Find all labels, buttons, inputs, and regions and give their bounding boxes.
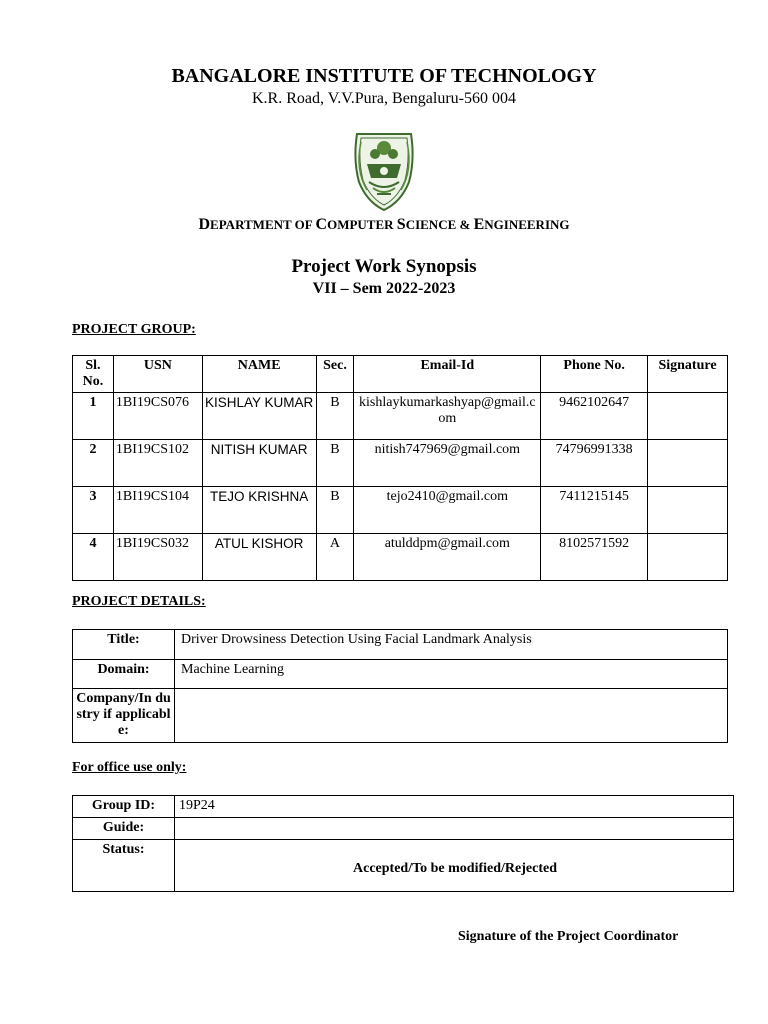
name-cell: TEJO KRISHNA [202,487,316,534]
sl-cell: 3 [73,487,114,534]
table-row [73,440,728,487]
table-row [73,796,734,818]
title-label: Title: [73,630,175,660]
email-cell: nitish747969@gmail.com [354,440,541,487]
project-details-table [72,629,728,743]
table-row [73,660,728,689]
column-header-phone: Phone No. [541,356,648,393]
semester-label: VII – Sem 2022-2023 [312,280,456,297]
signature-cell [648,440,728,487]
phone-cell: 7411215145 [541,487,648,534]
phone-cell: 9462102647 [541,393,648,440]
table-header-row [73,356,728,393]
institute-name: BANGALORE INSTITUTE OF TECHNOLOGY [171,65,597,87]
column-header-signature: Signature [648,356,728,393]
email-cell: tejo2410@gmail.com [354,487,541,534]
name-cell: KISHLAY KUMAR [202,393,316,440]
usn-cell: 1BI19CS076 [113,393,202,440]
phone-cell: 74796991338 [541,440,648,487]
signature-cell [648,393,728,440]
title-value: Driver Drowsiness Detection Using Facial Landmark Analysis [175,630,728,660]
project-details-heading: PROJECT DETAILS: [72,594,206,609]
coordinator-signature-label: Signature of the Project Coordinator [458,929,679,944]
department-name: DEPARTMENT OF COMPUTER SCIENCE & ENGINEERING [198,216,570,233]
column-header-name: NAME [202,356,316,393]
table-row [73,487,728,534]
table-row [73,840,734,892]
sec-cell: B [316,393,354,440]
domain-value: Machine Learning [175,660,728,689]
guide-value [175,818,734,840]
group-id-value: 19P24 [175,796,734,818]
table-row [73,393,728,440]
table-row [73,534,728,581]
email-cell: atulddpm@gmail.com [354,534,541,581]
signature-cell [648,487,728,534]
table-row [73,630,728,660]
guide-label: Guide: [73,818,175,840]
institute-emblem-icon [347,130,421,214]
phone-cell: 8102571592 [541,534,648,581]
office-use-heading: For office use only: [72,760,187,775]
table-row [73,818,734,840]
column-header-email: Email-Id [354,356,541,393]
group-id-label: Group ID: [73,796,175,818]
sec-cell: B [316,487,354,534]
sl-cell: 2 [73,440,114,487]
sl-cell: 4 [73,534,114,581]
document-title: Project Work Synopsis [291,256,477,277]
status-label: Status: [73,840,175,892]
column-header-sl: Sl. No. [73,356,114,393]
usn-cell: 1BI19CS102 [113,440,202,487]
sec-cell: B [316,440,354,487]
company-value [175,689,728,743]
domain-label: Domain: [73,660,175,689]
office-use-table [72,795,734,892]
status-value: Accepted/To be modified/Rejected [175,840,734,892]
column-header-sec: Sec. [316,356,354,393]
signature-cell [648,534,728,581]
email-cell: kishlaykumarkashyap@gmail.com [354,393,541,440]
company-label: Company/In dustry if applicable: [73,689,175,743]
column-header-usn: USN [113,356,202,393]
usn-cell: 1BI19CS032 [113,534,202,581]
institute-address: K.R. Road, V.V.Pura, Bengaluru-560 004 [252,90,516,107]
project-group-heading: PROJECT GROUP: [72,322,196,337]
sec-cell: A [316,534,354,581]
table-row [73,689,728,743]
project-group-table [72,355,728,581]
name-cell: NITISH KUMAR [202,440,316,487]
usn-cell: 1BI19CS104 [113,487,202,534]
name-cell: ATUL KISHOR [202,534,316,581]
sl-cell: 1 [73,393,114,440]
